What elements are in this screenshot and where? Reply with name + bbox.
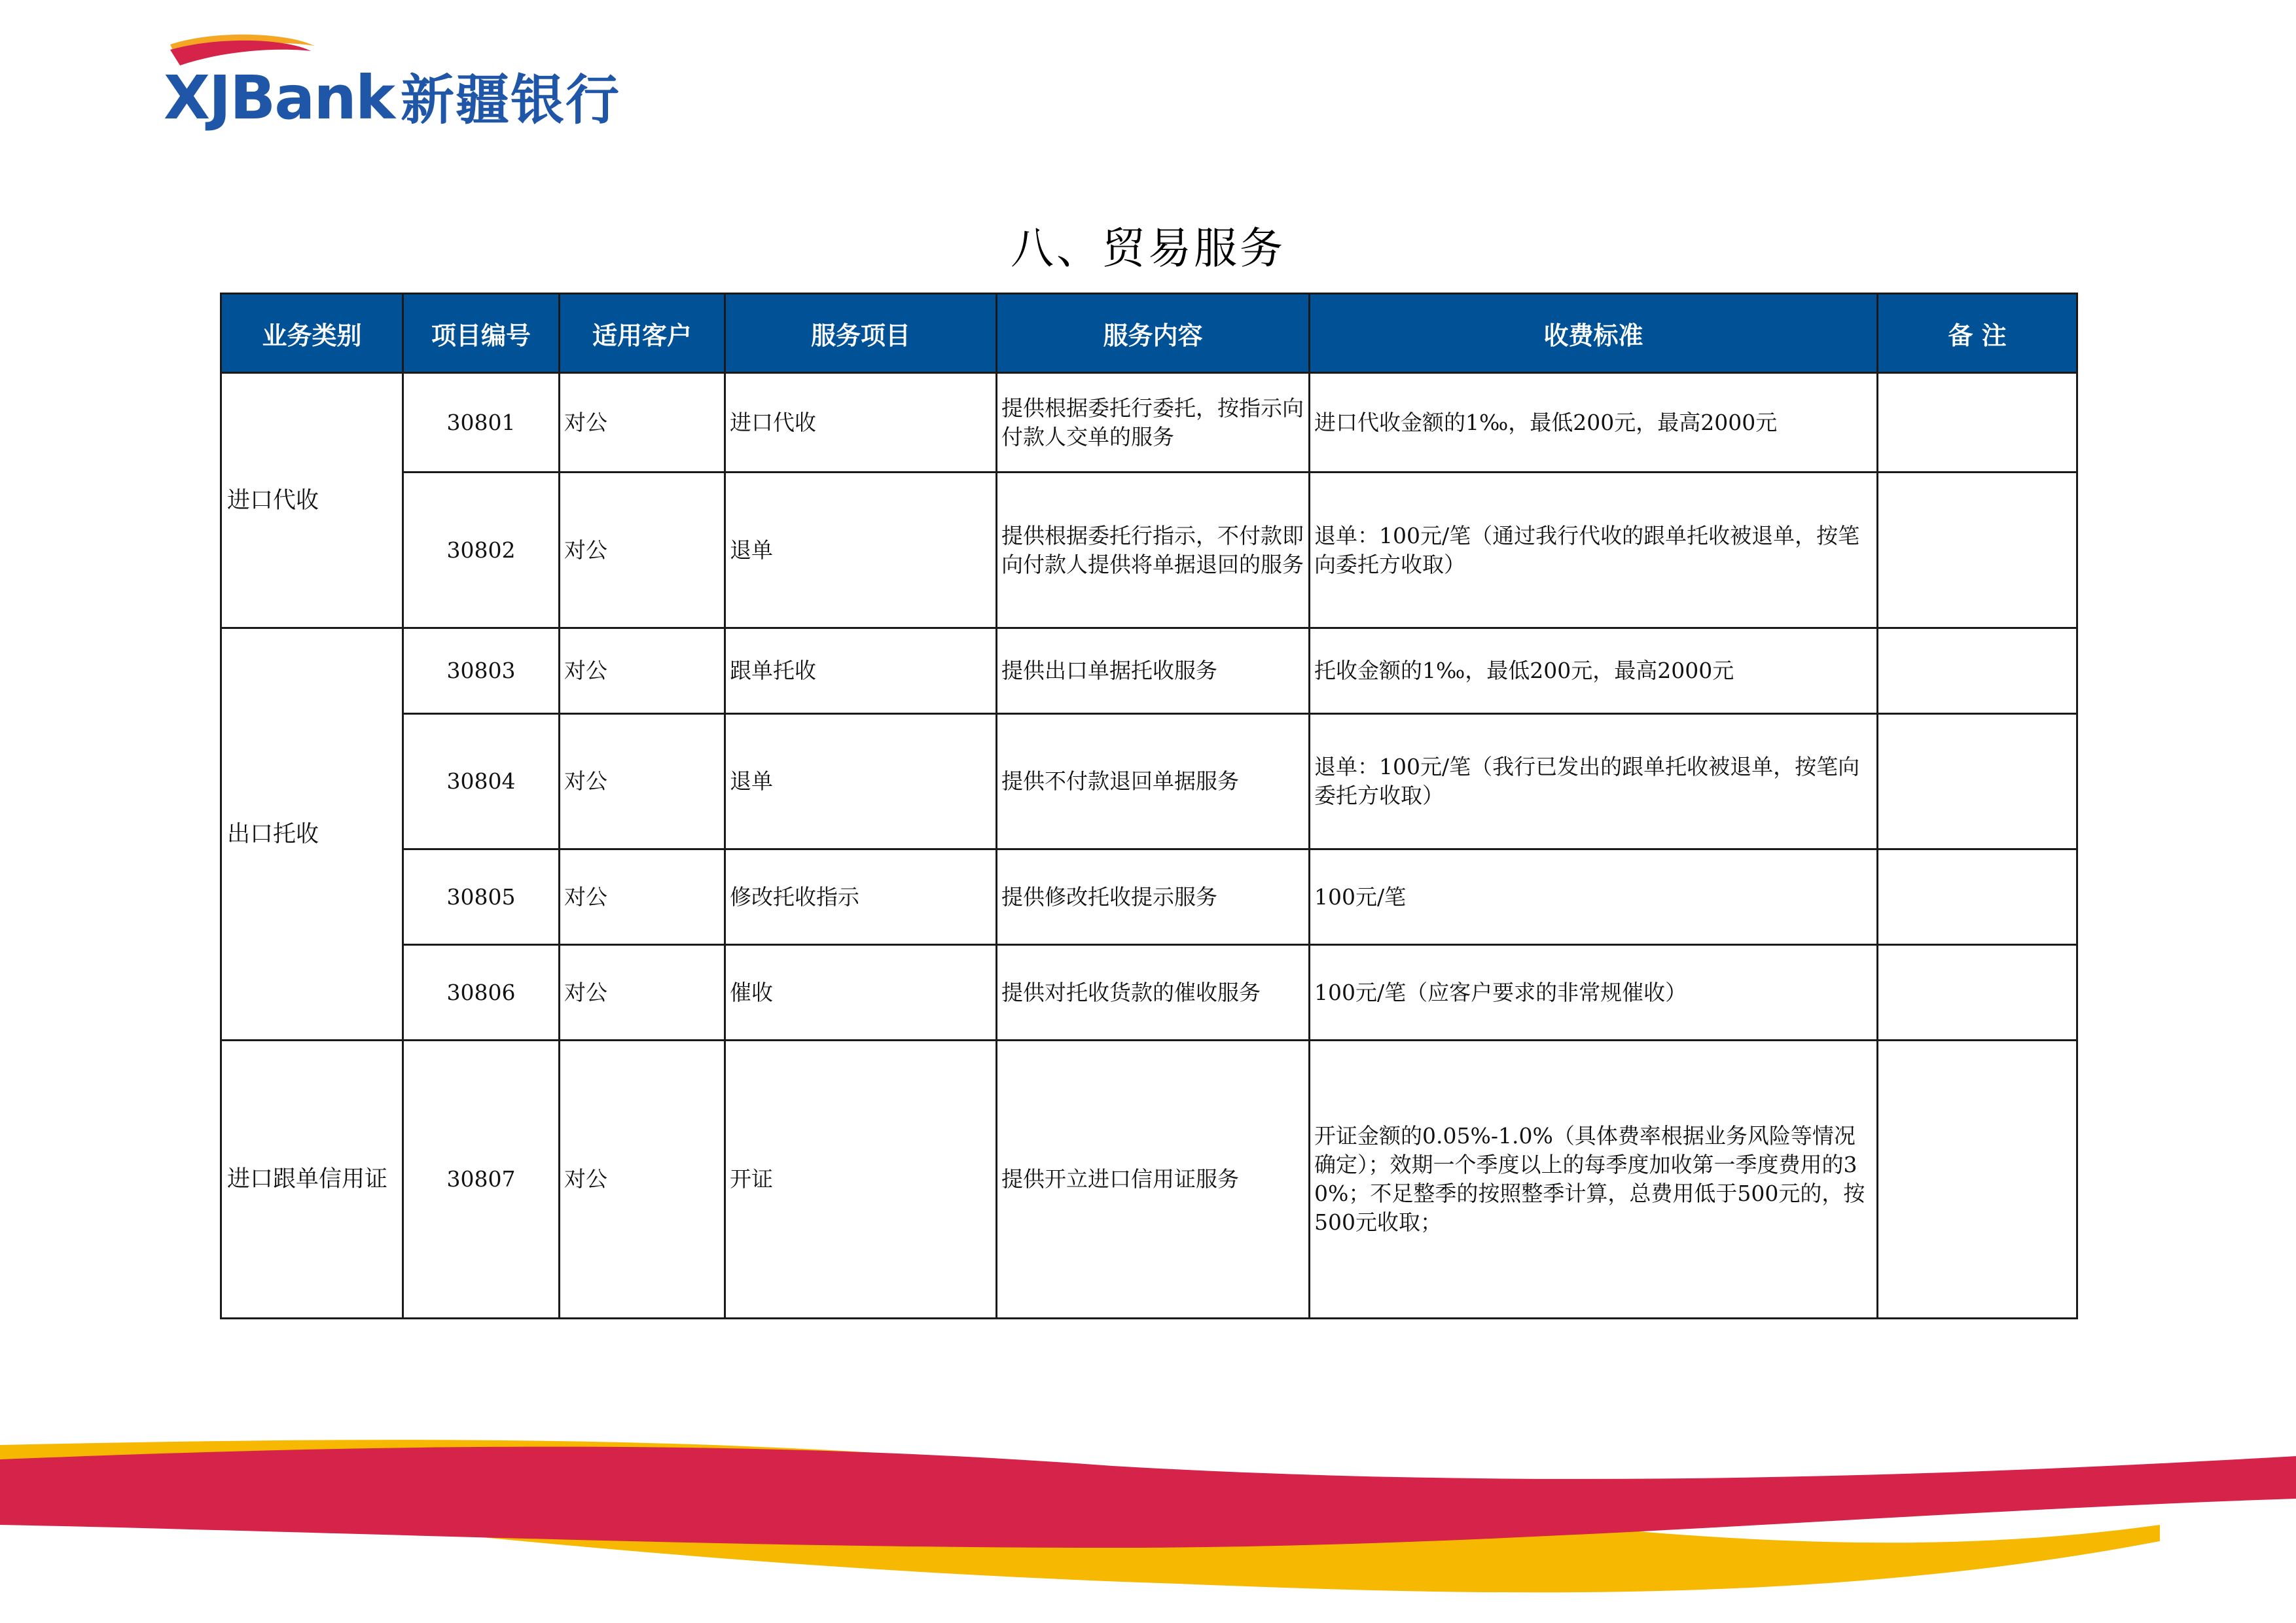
category-cell: 进口跟单信用证	[221, 1041, 403, 1319]
logo-wordmark	[164, 58, 620, 134]
item-cell: 开证	[725, 1041, 997, 1319]
standard-cell: 托收金额的1‰，最低200元，最高2000元	[1310, 628, 1878, 714]
customer-cell: 对公	[560, 1041, 725, 1319]
standard-cell: 100元/笔	[1310, 849, 1878, 945]
customer-cell: 对公	[560, 373, 725, 473]
content-cell: 提供根据委托行指示，不付款即向付款人提供将单据退回的服务	[997, 473, 1310, 628]
table-row	[221, 628, 2077, 714]
fee-table	[220, 293, 2078, 1319]
table-row	[221, 373, 2077, 473]
code-cell: 30806	[403, 945, 560, 1041]
table-row	[221, 849, 2077, 945]
page-title: 八、贸易服务	[1011, 223, 1285, 274]
header-code: 项目编号	[403, 294, 560, 373]
standard-cell: 进口代收金额的1‰，最低200元，最高2000元	[1310, 373, 1878, 473]
code-cell: 30804	[403, 714, 560, 849]
header-standard: 收费标准	[1310, 294, 1878, 373]
content-cell: 提供不付款退回单据服务	[997, 714, 1310, 849]
red-wave	[0, 1447, 2296, 1548]
table-row	[221, 473, 2077, 628]
item-cell: 催收	[725, 945, 997, 1041]
table-row	[221, 714, 2077, 849]
code-cell: 30805	[403, 849, 560, 945]
decorative-wave-banner	[0, 1407, 2296, 1623]
note-cell	[1878, 473, 2077, 628]
content-cell: 提供修改托收提示服务	[997, 849, 1310, 945]
code-cell: 30801	[403, 373, 560, 473]
content-cell: 提供出口单据托收服务	[997, 628, 1310, 714]
table-header-row	[221, 294, 2077, 373]
standard-cell: 开证金额的0.05%-1.0%（具体费率根据业务风险等情况确定）；效期一个季度以上的每季度加收第一季度费用的30%；不足整季的按照整季计算，总费用低于500元的，按500元收取；	[1310, 1041, 1878, 1319]
standard-cell: 退单：100元/笔（我行已发出的跟单托收被退单，按笔向委托方收取）	[1310, 714, 1878, 849]
note-cell	[1878, 373, 2077, 473]
note-cell	[1878, 849, 2077, 945]
code-cell: 30807	[403, 1041, 560, 1319]
note-cell	[1878, 1041, 2077, 1319]
code-cell: 30802	[403, 473, 560, 628]
header-category: 业务类别	[221, 294, 403, 373]
logo-latin: XJBank	[164, 63, 395, 133]
logo-chinese: 新疆银行	[401, 69, 621, 132]
category-cell: 出口托收	[221, 628, 403, 1041]
customer-cell: 对公	[560, 945, 725, 1041]
note-cell	[1878, 714, 2077, 849]
header-note: 备 注	[1878, 294, 2077, 373]
content-cell: 提供开立进口信用证服务	[997, 1041, 1310, 1319]
item-cell: 进口代收	[725, 373, 997, 473]
item-cell: 跟单托收	[725, 628, 997, 714]
content-cell: 提供根据委托行委托，按指示向付款人交单的服务	[997, 373, 1310, 473]
item-cell: 退单	[725, 473, 997, 628]
content-cell: 提供对托收货款的催收服务	[997, 945, 1310, 1041]
customer-cell: 对公	[560, 849, 725, 945]
item-cell: 退单	[725, 714, 997, 849]
customer-cell: 对公	[560, 628, 725, 714]
bank-logo	[72, 26, 621, 137]
header-content: 服务内容	[997, 294, 1310, 373]
item-cell: 修改托收指示	[725, 849, 997, 945]
standard-cell: 100元/笔（应客户要求的非常规催收）	[1310, 945, 1878, 1041]
table-row	[221, 1041, 2077, 1319]
category-cell: 进口代收	[221, 373, 403, 628]
code-cell: 30803	[403, 628, 560, 714]
standard-cell: 退单：100元/笔（通过我行代收的跟单托收被退单，按笔向委托方收取）	[1310, 473, 1878, 628]
table-row	[221, 945, 2077, 1041]
customer-cell: 对公	[560, 473, 725, 628]
header-item: 服务项目	[725, 294, 997, 373]
note-cell	[1878, 628, 2077, 714]
note-cell	[1878, 945, 2077, 1041]
header-customer: 适用客户	[560, 294, 725, 373]
customer-cell: 对公	[560, 714, 725, 849]
